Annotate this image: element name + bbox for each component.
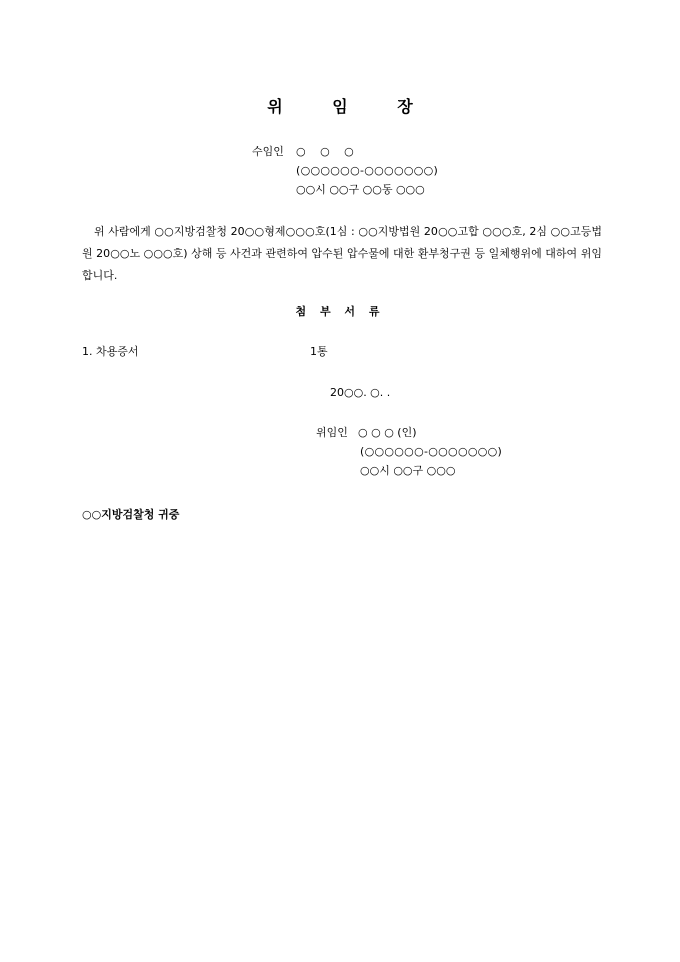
attachments-heading: 첨 부 서 류 bbox=[295, 305, 385, 318]
delegator-label: 위임인 bbox=[316, 426, 348, 439]
delegator-id-number: (○○○○○○-○○○○○○○) bbox=[360, 445, 503, 458]
recipient-id-number: (○○○○○○-○○○○○○○) bbox=[296, 164, 439, 177]
recipient-label: 수임인 bbox=[252, 145, 284, 158]
delegator-address: ○○시 ○○구 ○○○ bbox=[360, 464, 456, 477]
attachment-item-count: 1통 bbox=[310, 345, 328, 358]
delegation-body: 위 사람에게 ○○지방검찰청 20○○형제○○○호(1심 : ○○지방법원 20○○고합 ○○○호, 2심 ○○고등법원 20○○노 ○○○호) 상해 등 사건과 관련하여 압수된 압수물에 대한 환부청구권 등 일체행위에 대하여 위임합니다. bbox=[82, 225, 602, 282]
delegator-name: ○ ○ ○ (인) bbox=[358, 426, 417, 439]
attachment-item-name: 1. 차용증서 bbox=[82, 345, 139, 358]
document-title: 위 임 장 bbox=[267, 97, 435, 116]
addressee: ○○지방검찰청 귀중 bbox=[82, 508, 180, 521]
document-date: 20○○. ○. . bbox=[330, 386, 391, 399]
recipient-name: ○ ○ ○ bbox=[296, 145, 355, 158]
recipient-address: ○○시 ○○구 ○○동 ○○○ bbox=[296, 183, 425, 196]
